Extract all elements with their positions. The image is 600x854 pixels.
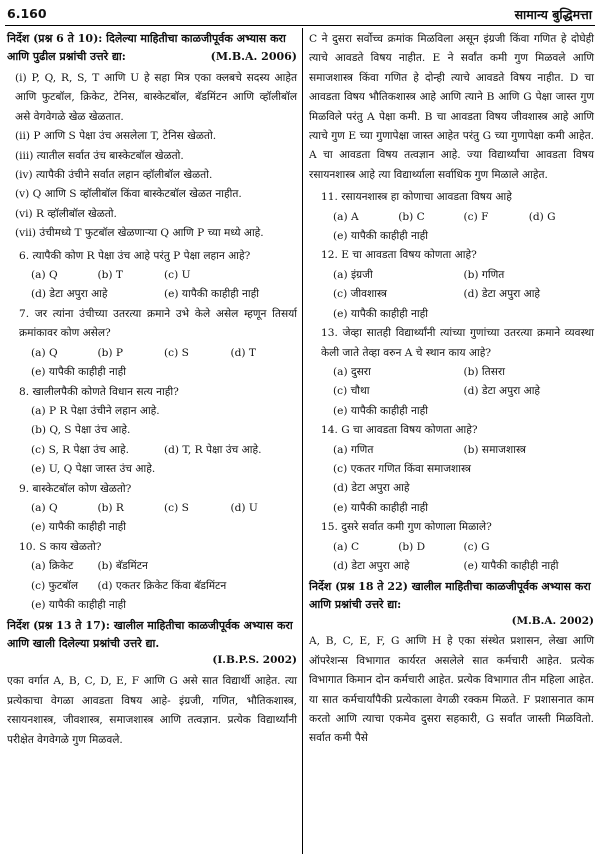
option: (b) R (97, 501, 124, 514)
option: (b) तिसरा (463, 365, 505, 378)
question-8 (7, 383, 297, 480)
option: (d) डेटा अपुरा आहे (463, 288, 541, 301)
option: (e) यापैकी काहीही नाही (333, 307, 429, 320)
option: (b) बॅडमिंटन (97, 560, 148, 573)
question-7 (7, 305, 297, 383)
question-text: 12. E चा आवडता विषय कोणता आहे? (321, 249, 477, 262)
option: (c) फुटबॉल (31, 579, 79, 592)
column-divider (302, 28, 303, 854)
option: (b) समाजशास्त्र (463, 443, 526, 456)
source-ibps-2002: (I.B.P.S. 2002) (212, 654, 297, 667)
source-mba-2002: (M.B.A. 2002) (511, 615, 594, 628)
option: (a) A (333, 210, 359, 223)
option: (e) यापैकी काहीही नाही (31, 366, 127, 379)
option: (e) यापैकी काहीही नाही (31, 598, 127, 611)
question-text: 10. S काय खेळतो? (19, 540, 102, 553)
fact-item: (v) Q आणि S व्हॉलीबॉल किंवा बास्केटबॉल खेळत नाहीत. (15, 188, 242, 201)
directions-13-17: निर्देश (प्रश्न 13 ते 17): खालील माहितीचा काळजीपूर्वक अभ्यास करा आणि खाली दिलेल्या प्रश्नांची उत्तरे द्या. (7, 619, 293, 650)
fact-item: (vi) R व्हॉलीबॉल खेळतो. (15, 207, 117, 220)
source-mba-2006: (M.B.A. 2006) (210, 49, 297, 63)
book-title: सामान्य बुद्धिमत्ता (514, 7, 592, 22)
option: (d) U (230, 501, 258, 514)
option: (d) T (230, 346, 256, 359)
question-13 (309, 324, 594, 421)
option: (b) P (97, 346, 124, 359)
fact-item: (iv) त्यापैकी उंचीने सर्वात लहान व्हॉलीबॉल खेळतो. (15, 169, 213, 182)
option: (d) G (528, 210, 556, 223)
option: (a) गणित (333, 443, 374, 456)
option: (a) Q (31, 346, 58, 359)
option: (d) डेटा अपुरा आहे (31, 288, 108, 301)
question-14 (309, 421, 594, 518)
question-9 (7, 480, 297, 538)
option: (e) यापैकी काहीही नाही (333, 230, 429, 243)
question-15 (309, 518, 594, 576)
option: (a) दुसरा (333, 365, 371, 378)
page-header (0, 0, 600, 28)
option: (a) Q (31, 269, 58, 282)
option: (a) C (333, 540, 360, 553)
option: (c) G (463, 540, 490, 553)
option: (e) यापैकी काहीही नाही (164, 288, 260, 301)
option: (e) यापैकी काहीही नाही (31, 521, 127, 534)
question-text: 7. जर त्यांना उंचीच्या उतरत्या क्रमाने उभे केले असेल म्हणून तिसर्या क्रमांकावर कोण असेल? (19, 307, 297, 340)
option: (b) C (398, 210, 425, 223)
question-12 (309, 246, 594, 324)
option: (c) S, R पेक्षा उंच आहे. (31, 443, 129, 456)
facts-list (7, 69, 297, 244)
fact-item: (iii) त्यातील सर्वात उंच बास्केटबॉल खेळतो. (15, 149, 184, 162)
option: (a) इंग्रजी (333, 268, 373, 281)
page-number: 6.160 (7, 6, 47, 21)
question-text: 8. खालीलपैकी कोणते विधान सत्य नाही? (19, 385, 179, 398)
question-text: 13. जेव्हा सातही विद्यार्थ्यांनी त्यांच्या गुणांच्या उतरत्या क्रमाने व्यवस्था केली जाते तेव्हा वरुन A चे स्थान काय आहे? (321, 327, 594, 359)
paragraph-employees: A, B, C, E, F, G आणि H हे एका संस्थेत प्रशासन, लेखा आणि ऑपरेशन्स विभागात कार्यरत असलेले सात कर्मचारी आहेत. प्रत्येक विभागात किमान दोन कर्मचारी आहेत. प्रत्येक विभागात तीन महिला आहेत. या सात कर्मचार्यांपैकी प्रत्येकाला वेगळी रक्कम मिळते. F प्रशासनात काम करतो आणि त्याचा एकमेव दुसरा सहकारी, G सर्वांत जास्ती मिळवितो. सर्वात कमी पैसे (309, 635, 594, 745)
question-text: 6. त्यापैकी कोण R पेक्षा उंच आहे परंतु P पेक्षा लहान आहे? (19, 249, 251, 262)
question-6 (7, 247, 297, 305)
option: (e) यापैकी काहीही नाही (333, 501, 429, 514)
right-column (309, 30, 594, 749)
option: (d) T, R पेक्षा उंच आहे. (164, 443, 262, 456)
option: (a) P R पेक्षा उंचीने लहान आहे. (31, 404, 160, 417)
option: (a) Q (31, 501, 58, 514)
option: (d) डेटा अपुरा आहे (333, 559, 410, 572)
fact-item: (ii) P आणि S पेक्षा उंच असलेला T, टेनिस खेळतो. (15, 130, 217, 143)
option: (a) क्रिकेट (31, 560, 74, 573)
option: (e) यापैकी काहीही नाही (333, 404, 429, 417)
question-text: 14. G चा आवडता विषय कोणता आहे? (321, 424, 478, 437)
option: (c) चौथा (333, 385, 370, 398)
fact-item: (vii) उंचीमध्ये T फुटबॉल खेळणाऱ्या Q आणि P च्या मध्ये आहे. (15, 227, 264, 240)
paragraph-students: एका वर्गात A, B, C, D, E, F आणि G असे सात विद्यार्थी आहेत. त्या प्रत्येकाचा वेगळा आवडता विषय आहे- इंग्रजी, गणित, भौतिकशास्त्र, रसायनशास्त्र, जीवशास्त्र, समाजशास्त्र आणि तत्वज्ञान. प्रत्येक विद्यार्थ्यांनी परीक्षेत वेगवेगळे गुण मिळवले. (7, 675, 297, 746)
option: (c) एकतर गणित किंवा समाजशास्त्र (333, 462, 471, 475)
option: (b) D (398, 540, 426, 553)
option: (d) एकतर क्रिकेट किंवा बॅडमिंटन (97, 579, 227, 592)
option: (b) Q, S पेक्षा उंच आहे. (31, 424, 131, 437)
option: (d) डेटा अपुरा आहे (463, 385, 541, 398)
question-11 (309, 188, 594, 246)
directions-18-22: निर्देश (प्रश्न 18 ते 22) खालील माहितीचा काळजीपूर्वक अभ्यास करा आणि प्रश्नांची उत्तरे द्या: (309, 580, 591, 611)
option: (c) जीवशास्त्र (333, 288, 387, 301)
paragraph-scores: C ने दुसरा सर्वोच्च क्रमांक मिळविला असून इंग्रजी किंवा गणित हे दोघेही त्याचे आवडते विषय नाहीत. E ने सर्वांत कमी गुण मिळवले आणि समाजशास्त्र किंवा गणित हे दोन्ही त्याचे आवडते विषय नाहीत. D चा आवडता विषय भौतिकशास्त्र आहे आणि त्याने B आणि G पेक्षा जास्त गुण मिळविले परंतु A पेक्षा कमी. B चा आवडता विषय जीवशास्त्र आहे आणि त्याचे गुण E च्या गुणापेक्षा जास्त आहेत परंतु G च्या गुणापेक्षा कमी आहेत. A चा आवडता विषय तत्वज्ञान आहे. ज्या विद्यार्थ्यांचा आवडता विषय रसायनशास्त्र आहे त्या विद्यार्थ्याला सर्वाधिक गुण मिळाले आहेत. (309, 33, 594, 181)
question-10 (7, 538, 297, 616)
header-rule (5, 25, 595, 26)
option: (c) F (463, 210, 489, 223)
option: (b) T (97, 269, 123, 282)
question-text: 15. दुसरे सर्वात कमी गुण कोणाला मिळाले? (321, 521, 492, 534)
fact-item: (i) P, Q, R, S, T आणि U हे सहा मित्र एका क्लबचे सदस्य आहेत आणि फुटबॉल, क्रिकेट, टेनिस, बास्केटबॉल, बॅडमिंटन आणि व्हॉलीबॉल असे वेगवेगळे खेळ खेळतात. (15, 72, 297, 123)
question-text: 9. बास्केटबॉल कोण खेळतो? (19, 482, 132, 495)
option: (d) डेटा अपुरा आहे (333, 482, 410, 495)
question-text: 11. रसायनशास्त्र हा कोणाचा आवडता विषय आहे (321, 191, 512, 204)
option: (b) गणित (463, 268, 505, 281)
option: (c) S (164, 346, 189, 359)
option: (e) यापैकी काहीही नाही (463, 559, 559, 572)
option: (c) S (164, 501, 189, 514)
directions-6-10: निर्देश (प्रश्न 6 ते 10): दिलेल्या माहितीचा काळजीपूर्वक अभ्यास करा आणि पुढील प्रश्नांची उत्तरे द्या: (M.B.A. 2006) (7, 30, 297, 65)
option: (e) U, Q पेक्षा जास्त उंच आहे. (31, 463, 156, 476)
left-column (7, 30, 297, 750)
option: (c) U (164, 269, 191, 282)
